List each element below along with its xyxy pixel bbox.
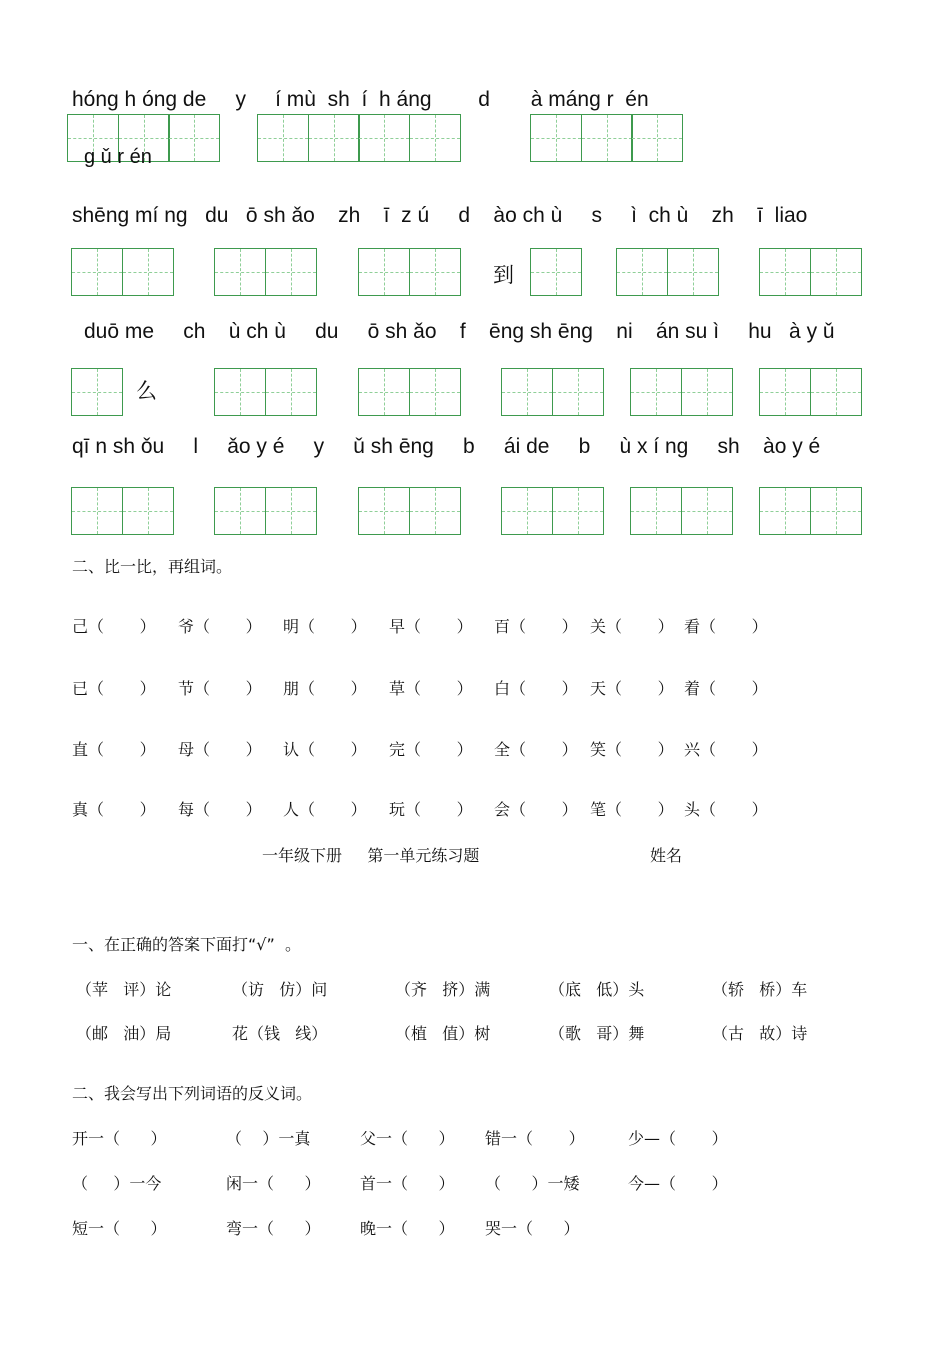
answer-blank[interactable]: （ ） bbox=[405, 740, 473, 759]
compare-char: 真 bbox=[72, 800, 89, 819]
writing-grid[interactable] bbox=[630, 487, 733, 535]
answer-blank[interactable]: （ ） bbox=[606, 679, 674, 698]
answer-blank[interactable]: （ ） bbox=[510, 800, 578, 819]
choice-item[interactable]: （轿 桥）车 bbox=[712, 980, 808, 999]
compare-item[interactable] bbox=[494, 797, 578, 820]
compare-item[interactable] bbox=[283, 676, 367, 699]
compare-item[interactable] bbox=[590, 676, 674, 699]
writing-grid[interactable] bbox=[71, 248, 174, 296]
answer-blank[interactable]: （ ） bbox=[194, 740, 262, 759]
compare-char: 朋 bbox=[283, 679, 300, 698]
compare-item[interactable] bbox=[494, 737, 578, 760]
compare-char: 关 bbox=[590, 617, 607, 636]
compare-char: 玩 bbox=[389, 800, 406, 819]
choice-item[interactable]: （植 值）树 bbox=[395, 1024, 491, 1043]
choice-item[interactable]: （访 仿）问 bbox=[232, 980, 328, 999]
answer-blank[interactable]: （ ） bbox=[405, 679, 473, 698]
section-title-choose: 一、在正确的答案下面打“√” 。 bbox=[72, 935, 301, 954]
writing-grid[interactable] bbox=[759, 487, 862, 535]
compare-item[interactable] bbox=[684, 614, 768, 637]
antonym-item[interactable]: （ ）一矮 bbox=[485, 1174, 580, 1193]
compare-item[interactable] bbox=[389, 737, 473, 760]
compare-char: 百 bbox=[494, 617, 511, 636]
compare-item[interactable] bbox=[283, 737, 367, 760]
answer-blank[interactable]: （ ） bbox=[88, 800, 156, 819]
compare-item[interactable] bbox=[494, 614, 578, 637]
writing-grid[interactable] bbox=[501, 487, 604, 535]
compare-item[interactable] bbox=[389, 676, 473, 699]
answer-blank[interactable]: （ ） bbox=[606, 800, 674, 819]
pinyin-row-1: hóng h óng de y í mù sh í h áng d à máng r én bbox=[72, 88, 649, 111]
answer-blank[interactable]: （ ） bbox=[606, 740, 674, 759]
section-title-antonym: 二、我会写出下列词语的反义词。 bbox=[72, 1084, 313, 1103]
answer-blank[interactable]: （ ） bbox=[700, 617, 768, 636]
writing-grid[interactable] bbox=[214, 248, 317, 296]
compare-char: 天 bbox=[590, 679, 607, 698]
compare-item[interactable] bbox=[72, 676, 156, 699]
choice-item[interactable]: （底 低）头 bbox=[549, 980, 645, 999]
compare-item[interactable] bbox=[178, 614, 262, 637]
answer-blank[interactable]: （ ） bbox=[88, 617, 156, 636]
pinyin-row-2: shēng mí ng du ō sh ǎo zh ī z ú d ào ch ù s ì ch ù zh ī liao bbox=[72, 204, 808, 227]
compare-char: 直 bbox=[72, 740, 89, 759]
compare-item[interactable] bbox=[283, 797, 367, 820]
antonym-item[interactable]: 闲一（ ） bbox=[226, 1174, 321, 1193]
compare-char: 看 bbox=[684, 617, 701, 636]
writing-grid[interactable] bbox=[759, 248, 862, 296]
compare-item[interactable] bbox=[72, 737, 156, 760]
compare-char: 兴 bbox=[684, 740, 701, 759]
answer-blank[interactable]: （ ） bbox=[405, 617, 473, 636]
answer-blank[interactable]: （ ） bbox=[194, 617, 262, 636]
answer-blank[interactable]: （ ） bbox=[700, 740, 768, 759]
writing-grid[interactable] bbox=[71, 368, 123, 416]
compare-item[interactable] bbox=[178, 676, 262, 699]
compare-char: 己 bbox=[72, 617, 89, 636]
antonym-item[interactable]: 短一（ ） bbox=[72, 1219, 167, 1238]
compare-item[interactable] bbox=[389, 797, 473, 820]
antonym-item[interactable]: 父一（ ） bbox=[360, 1129, 455, 1148]
compare-item[interactable] bbox=[72, 614, 156, 637]
compare-char: 头 bbox=[684, 800, 701, 819]
compare-char: 笔 bbox=[590, 800, 607, 819]
compare-char: 已 bbox=[72, 679, 89, 698]
choice-item[interactable]: （古 故）诗 bbox=[712, 1024, 808, 1043]
writing-grid[interactable] bbox=[616, 248, 719, 296]
compare-item[interactable] bbox=[283, 614, 367, 637]
compare-item[interactable] bbox=[72, 797, 156, 820]
writing-grid[interactable] bbox=[257, 114, 461, 162]
answer-blank[interactable]: （ ） bbox=[510, 740, 578, 759]
answer-blank[interactable]: （ ） bbox=[700, 800, 768, 819]
compare-char: 人 bbox=[283, 800, 300, 819]
choice-item[interactable]: （歌 哥）舞 bbox=[549, 1024, 645, 1043]
antonym-item[interactable]: （ ）一今 bbox=[72, 1174, 162, 1193]
answer-blank[interactable]: （ ） bbox=[700, 679, 768, 698]
compare-char: 明 bbox=[283, 617, 300, 636]
compare-char: 早 bbox=[389, 617, 406, 636]
compare-char: 会 bbox=[494, 800, 511, 819]
antonym-item[interactable]: 今—（ ） bbox=[628, 1174, 728, 1193]
writing-grid[interactable] bbox=[630, 368, 733, 416]
compare-item[interactable] bbox=[684, 797, 768, 820]
writing-grid[interactable] bbox=[759, 368, 862, 416]
choice-item[interactable]: （邮 油）局 bbox=[76, 1024, 172, 1043]
compare-char: 全 bbox=[494, 740, 511, 759]
writing-grid[interactable] bbox=[530, 248, 582, 296]
antonym-item[interactable]: 晚一（ ） bbox=[360, 1219, 455, 1238]
antonym-item[interactable]: 错一（ ） bbox=[485, 1129, 585, 1148]
antonym-item[interactable]: 少—（ ） bbox=[628, 1129, 728, 1148]
answer-blank[interactable]: （ ） bbox=[299, 679, 367, 698]
compare-char: 草 bbox=[389, 679, 406, 698]
answer-blank[interactable]: （ ） bbox=[88, 679, 156, 698]
writing-grid[interactable] bbox=[71, 487, 174, 535]
compare-char: 白 bbox=[494, 679, 511, 698]
writing-grid[interactable] bbox=[214, 368, 317, 416]
writing-grid[interactable] bbox=[358, 368, 461, 416]
answer-blank[interactable]: （ ） bbox=[299, 800, 367, 819]
writing-grid[interactable] bbox=[358, 248, 461, 296]
answer-blank[interactable]: （ ） bbox=[194, 679, 262, 698]
answer-blank[interactable]: （ ） bbox=[299, 740, 367, 759]
compare-item[interactable] bbox=[590, 614, 674, 637]
writing-grid[interactable] bbox=[501, 368, 604, 416]
section-title-compare: 二、比一比，再组词。 bbox=[72, 557, 233, 576]
compare-item[interactable] bbox=[494, 676, 578, 699]
name-label: 姓名 bbox=[650, 846, 683, 865]
answer-blank[interactable]: （ ） bbox=[299, 617, 367, 636]
choice-item[interactable]: （齐 挤）满 bbox=[395, 980, 491, 999]
answer-blank[interactable]: （ ） bbox=[194, 800, 262, 819]
antonym-item[interactable]: （ ）一真 bbox=[226, 1129, 311, 1148]
pinyin-row-3: duō me ch ù ch ù du ō sh ǎo f ēng sh ēng ni án su ì hu à y ǔ bbox=[84, 320, 835, 343]
compare-item[interactable] bbox=[684, 676, 768, 699]
answer-blank[interactable]: （ ） bbox=[88, 740, 156, 759]
compare-char: 认 bbox=[283, 740, 300, 759]
compare-item[interactable] bbox=[590, 797, 674, 820]
answer-blank[interactable]: （ ） bbox=[606, 617, 674, 636]
choice-item[interactable]: 花（钱 线） bbox=[232, 1024, 328, 1043]
compare-char: 每 bbox=[178, 800, 195, 819]
antonym-item[interactable]: 开一（ ） bbox=[72, 1129, 167, 1148]
compare-item[interactable] bbox=[178, 797, 262, 820]
antonym-item[interactable]: 首一（ ） bbox=[360, 1174, 455, 1193]
writing-grid[interactable] bbox=[530, 114, 683, 162]
given-char-me: 么 bbox=[136, 379, 157, 403]
compare-char: 笑 bbox=[590, 740, 607, 759]
compare-char: 爷 bbox=[178, 617, 195, 636]
given-char-dao: 到 bbox=[493, 263, 514, 287]
writing-grid[interactable] bbox=[358, 487, 461, 535]
answer-blank[interactable]: （ ） bbox=[510, 679, 578, 698]
compare-char: 节 bbox=[178, 679, 195, 698]
writing-grid[interactable] bbox=[214, 487, 317, 535]
answer-blank[interactable]: （ ） bbox=[405, 800, 473, 819]
answer-blank[interactable]: （ ） bbox=[510, 617, 578, 636]
antonym-item[interactable]: 哭一（ ） bbox=[485, 1219, 580, 1238]
compare-item[interactable] bbox=[684, 737, 768, 760]
compare-item[interactable] bbox=[178, 737, 262, 760]
compare-char: 完 bbox=[389, 740, 406, 759]
choice-item[interactable]: （苹 评）论 bbox=[76, 980, 172, 999]
pinyin-extra: g ǔ r én bbox=[84, 146, 152, 168]
compare-item[interactable] bbox=[590, 737, 674, 760]
compare-char: 母 bbox=[178, 740, 195, 759]
compare-item[interactable] bbox=[389, 614, 473, 637]
compare-char: 着 bbox=[684, 679, 701, 698]
pinyin-row-4: qī n sh ǒu l ǎo y é y ǔ sh ēng b ái de b ù x í ng sh ào y é bbox=[72, 435, 821, 458]
antonym-item[interactable]: 弯一（ ） bbox=[226, 1219, 321, 1238]
worksheet-title: 一年级下册 第一单元练习题 bbox=[262, 846, 480, 865]
